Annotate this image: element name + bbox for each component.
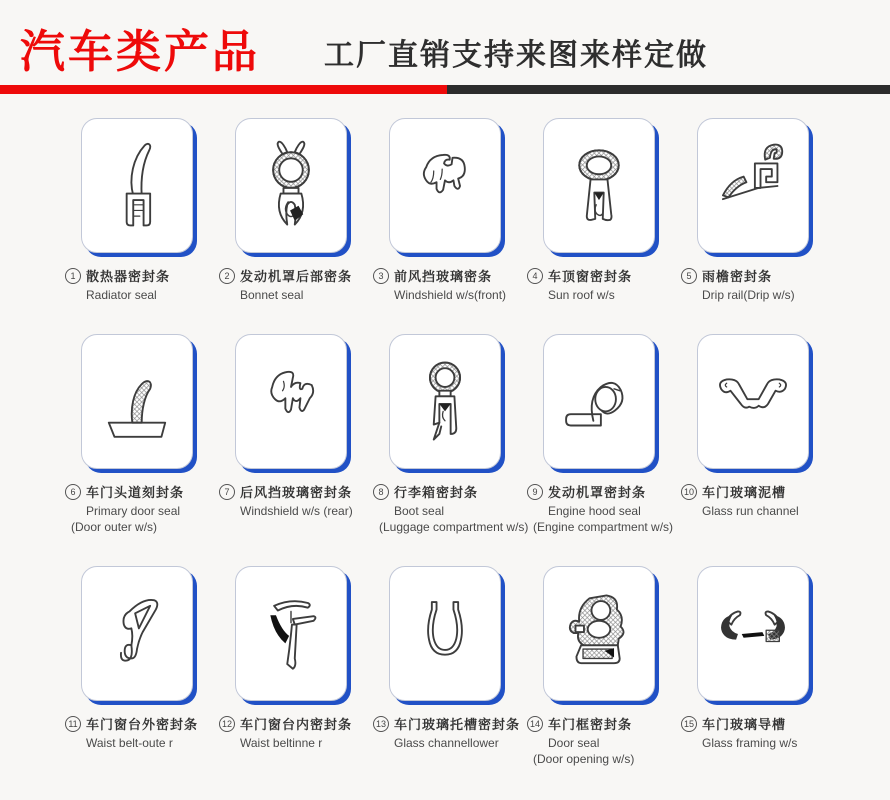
- product-cell: [676, 566, 830, 766]
- door-frame-seal-icon: [552, 578, 646, 690]
- product-label: [369, 482, 529, 534]
- product-label: [523, 482, 675, 534]
- product-name-english-2: (Luggage compartment w/s): [379, 520, 529, 534]
- product-name-english: Glass framing w/s: [702, 736, 798, 750]
- product-number-badge: 3: [373, 268, 389, 284]
- product-cell: [676, 118, 830, 302]
- product-number-badge: 15: [681, 716, 697, 732]
- product-name-english-2: (Engine compartment w/s): [533, 520, 674, 534]
- product-name-english-2: (Door opening w/s): [533, 752, 635, 766]
- glass-framing-icon: [706, 578, 800, 690]
- product-cell: [368, 334, 529, 534]
- product-number-badge: 12: [219, 716, 235, 732]
- product-cell: [60, 334, 214, 534]
- product-cell: [60, 118, 214, 302]
- product-name-chinese: 前风挡玻璃密条: [394, 269, 493, 284]
- product-number-badge: 5: [681, 268, 697, 284]
- product-name-chinese: 车门窗台内密封条: [240, 717, 353, 732]
- divider-bar-dark-segment: [447, 85, 890, 94]
- product-card: [389, 566, 501, 701]
- product-name-english: Waist belt-oute r: [86, 736, 173, 750]
- product-label: [369, 266, 521, 302]
- product-card: [235, 334, 347, 469]
- drip-rail-seal-icon: [706, 130, 800, 242]
- product-card: [543, 334, 655, 469]
- product-label: [523, 714, 675, 766]
- product-cell: [60, 566, 214, 766]
- product-label: [61, 714, 213, 750]
- product-name-chinese: 发动机罩密封条: [548, 485, 647, 500]
- product-card: [389, 334, 501, 469]
- product-name-english: Windshield w/s (rear): [240, 504, 353, 518]
- product-label: [215, 714, 367, 750]
- product-card: [81, 334, 193, 469]
- glass-channel-lower-icon: [398, 578, 492, 690]
- product-name-english: Bonnet seal: [240, 288, 304, 302]
- product-label: [215, 266, 367, 302]
- glass-run-channel-icon: [706, 346, 800, 458]
- product-cell: [522, 334, 676, 534]
- product-name-chinese: 车门头道刻封条: [86, 485, 185, 500]
- boot-seal-icon: [398, 346, 492, 458]
- product-grid: [0, 118, 890, 798]
- product-number-badge: 1: [65, 268, 81, 284]
- windshield-rear-seal-icon: [244, 346, 338, 458]
- product-number-badge: 10: [681, 484, 697, 500]
- product-card: [235, 566, 347, 701]
- product-label: [677, 266, 829, 302]
- product-name-chinese: 车门玻璃托槽密封条: [394, 717, 521, 732]
- product-cell: [522, 118, 676, 302]
- product-name-chinese: 行李箱密封条: [394, 485, 479, 500]
- product-label: [61, 482, 213, 534]
- product-number-badge: 13: [373, 716, 389, 732]
- product-number-badge: 6: [65, 484, 81, 500]
- product-number-badge: 4: [527, 268, 543, 284]
- product-label: [215, 482, 367, 518]
- product-name-english: Boot seal: [394, 504, 445, 518]
- product-label: [677, 482, 829, 518]
- product-cell: [214, 566, 368, 766]
- product-name-chinese: 车门框密封条: [548, 717, 633, 732]
- product-label: [523, 266, 675, 302]
- product-name-chinese: 雨檐密封条: [702, 269, 773, 284]
- product-name-chinese: 后风挡玻璃密封条: [240, 485, 353, 500]
- product-card: [697, 566, 809, 701]
- page-title: 汽车类产品: [20, 25, 261, 77]
- waist-belt-outer-icon: [90, 578, 184, 690]
- sunroof-seal-icon: [552, 130, 646, 242]
- product-cell: [368, 118, 522, 302]
- product-name-chinese: 车门窗台外密封条: [86, 717, 199, 732]
- product-name-english: Waist beltinne r: [240, 736, 323, 750]
- product-number-badge: 7: [219, 484, 235, 500]
- product-name-english: Radiator seal: [86, 288, 157, 302]
- product-name-chinese: 车门玻璃泥槽: [702, 485, 787, 500]
- engine-hood-seal-icon: [552, 346, 646, 458]
- product-name-english: Engine hood seal: [548, 504, 641, 518]
- page-header: [0, 0, 890, 76]
- product-card: [543, 118, 655, 253]
- product-card: [389, 118, 501, 253]
- product-name-chinese: 车顶窗密封条: [548, 269, 633, 284]
- waist-belt-inner-icon: [244, 578, 338, 690]
- product-number-badge: 9: [527, 484, 543, 500]
- product-cell: [522, 566, 676, 766]
- product-card: [81, 118, 193, 253]
- divider-bar-red-segment: [0, 85, 447, 94]
- product-card: [697, 334, 809, 469]
- product-cell: [676, 334, 830, 534]
- product-card: [235, 118, 347, 253]
- product-cell: [214, 118, 368, 302]
- product-name-english: Glass channellower: [394, 736, 499, 750]
- product-name-chinese: 散热器密封条: [86, 269, 171, 284]
- primary-door-seal-icon: [90, 346, 184, 458]
- product-name-english: Primary door seal: [86, 504, 181, 518]
- product-card: [81, 566, 193, 701]
- product-number-badge: 2: [219, 268, 235, 284]
- product-name-english: Door seal: [548, 736, 600, 750]
- product-card: [697, 118, 809, 253]
- product-label: [61, 266, 213, 302]
- product-name-english: Sun roof w/s: [548, 288, 615, 302]
- page-subtitle: 工厂直销支持来图来样定做: [324, 39, 709, 72]
- product-name-english-2: (Door outer w/s): [71, 520, 158, 534]
- header-divider-bar: [0, 85, 890, 94]
- product-name-chinese: 发动机罩后部密条: [240, 269, 353, 284]
- product-label: [677, 714, 829, 750]
- product-name-english: Drip rail(Drip w/s): [702, 288, 795, 302]
- product-label: [369, 714, 521, 750]
- product-cell: [214, 334, 368, 534]
- product-cell: [368, 566, 522, 766]
- product-name-english: Windshield w/s(front): [394, 288, 507, 302]
- product-name-chinese: 车门玻璃导槽: [702, 717, 787, 732]
- bonnet-seal-icon: [244, 130, 338, 242]
- product-card: [543, 566, 655, 701]
- product-number-badge: 14: [527, 716, 543, 732]
- product-number-badge: 8: [373, 484, 389, 500]
- product-number-badge: 11: [65, 716, 81, 732]
- product-name-english: Glass run channel: [702, 504, 799, 518]
- windshield-front-seal-icon: [398, 130, 492, 242]
- radiator-seal-icon: [90, 130, 184, 242]
